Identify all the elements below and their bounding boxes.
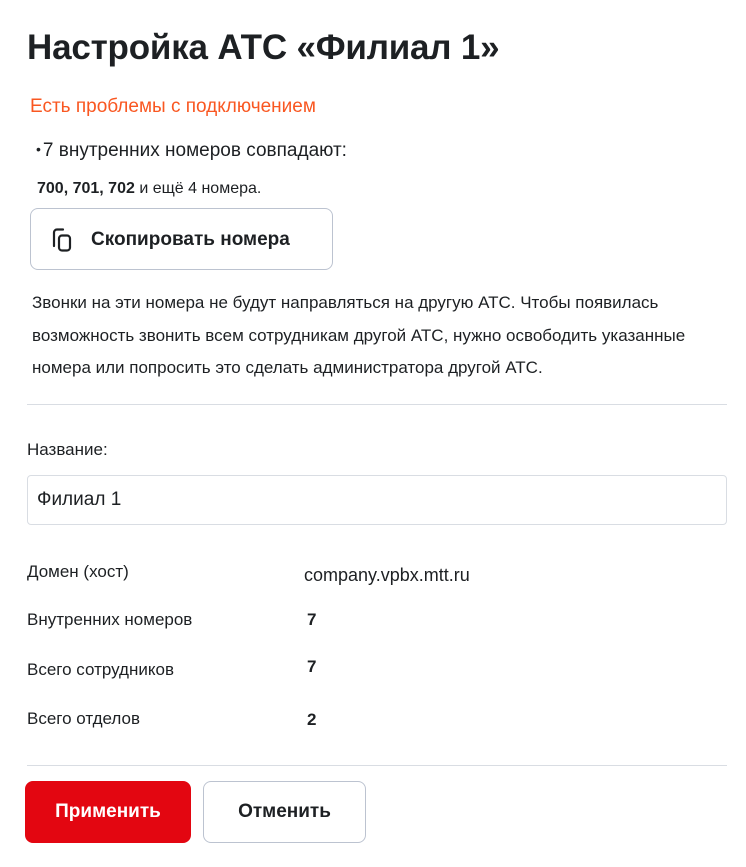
divider: [27, 765, 727, 766]
page-title: Настройка АТС «Филиал 1»: [27, 28, 500, 67]
name-input[interactable]: [27, 475, 727, 525]
issue-text: 7 внутренних номеров совпадают:: [42, 140, 347, 161]
warning-description: Звонки на эти номера не будут направляться на другую АТС. Чтобы появилась возможность звонить всем сотрудникам другой АТС, нужно освободить указанные номера или попросить это сделать администратора другой АТС.: [32, 293, 686, 377]
duplicate-numbers-list: [37, 178, 261, 200]
duplicate-numbers-issue: [36, 137, 347, 163]
internal-numbers-label: Внутренних номеров: [27, 610, 193, 629]
internal-numbers-value: 7: [307, 610, 317, 629]
divider: [27, 404, 727, 405]
domain-value: company.vpbx.mtt.ru: [304, 565, 470, 585]
employees-label: Всего сотрудников: [27, 660, 174, 679]
departments-label: Всего отделов: [27, 709, 141, 728]
duplicate-numbers-bold: 700, 701, 702: [37, 180, 135, 197]
bullet-marker: •: [36, 141, 41, 157]
copy-icon: [48, 226, 76, 254]
apply-button[interactable]: Применить: [25, 781, 191, 843]
domain-label: Домен (хост): [27, 562, 129, 581]
copy-numbers-button[interactable]: [30, 208, 333, 270]
employees-value: 7: [307, 657, 317, 676]
duplicate-numbers-rest: и ещё 4 номера.: [134, 180, 262, 197]
name-label: Название:: [27, 440, 108, 459]
departments-value: 2: [307, 710, 317, 729]
connection-warning-title: Есть проблемы с подключением: [30, 96, 316, 117]
copy-numbers-label: Скопировать номера: [91, 229, 290, 250]
cancel-button[interactable]: Отменить: [203, 781, 366, 843]
